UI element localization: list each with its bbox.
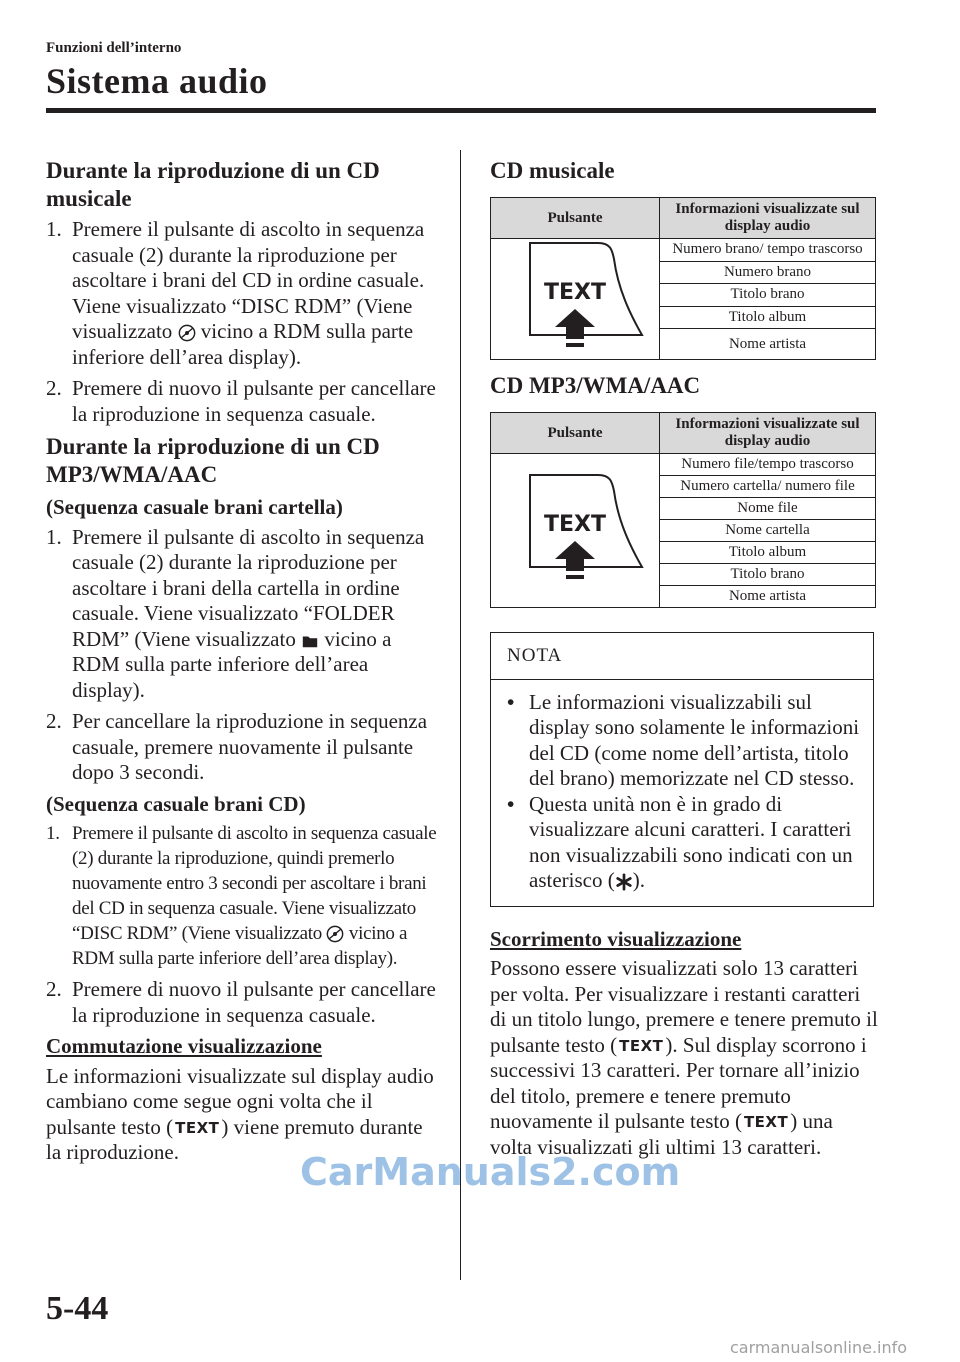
paragraph-scroll: Possono essere visualizzati solo 13 caratteri per volta. Per visualizzare i restanti caratteri di un titolo lungo, premere e tenere premuto il pulsante testo ( TEXT). Sul display scorrono i successivi 13 caratteri. Per tornare all’inizio del titolo, premere e tenere premuto nuovamente il pulsante testo ( TEXT) una volta visualizzati gli ultimi 13 caratteri.: [490, 956, 878, 1159]
list-item: [46, 376, 441, 427]
table-cell: Numero file/tempo trascorso: [660, 454, 876, 476]
note-item: [507, 690, 861, 792]
page-number: 5-44: [46, 1290, 109, 1327]
table-cell: Numero brano: [660, 261, 876, 284]
heading-mp3-table: CD MP3/WMA/AAC: [490, 373, 701, 398]
text-key-icon: TEXT: [619, 1036, 664, 1055]
disc-random-icon: [178, 324, 196, 342]
list-item: [46, 217, 441, 370]
table-cell: Nome cartella: [660, 520, 876, 542]
text-key-icon: TEXT: [175, 1118, 220, 1137]
step-number: 2.: [46, 376, 62, 400]
list-item: [46, 709, 441, 786]
step-number: 1.: [46, 217, 62, 241]
mp3-info-table: [490, 412, 876, 608]
page-title: Sistema audio: [46, 61, 268, 101]
table-cell: Titolo brano: [660, 564, 876, 586]
step-text: Premere il pulsante di ascolto in sequenza casuale (2) durante la riproduzione, quindi premerlo nuovamente entro 3 secondi per ascoltare i brani del CD in sequenza casuale. Viene visualizzato “DISC RDM” (Viene visualizzato vicino a RDM sulla parte inferiore dell’area display).: [72, 823, 437, 969]
column-header-info: Informazioni visualizzate sul display audio: [660, 413, 876, 454]
step-text: Per cancellare la riproduzione in sequenza casuale, premere nuovamente il pulsante dopo 3 secondi.: [72, 709, 428, 784]
table-header-row: [491, 413, 876, 454]
text-button-illustration: [491, 239, 660, 360]
step-text: Premere il pulsante di ascolto in sequenza casuale (2) durante la riproduzione per ascoltare i brani del CD in ordine casuale. Viene visualizzato “DISC RDM” (Viene visualizzato vicino a RDM sulla parte inferiore dell’area display).: [72, 217, 425, 369]
column-header-info: Informazioni visualizzate sul display audio: [660, 198, 876, 239]
heading-display-switch: Commutazione visualizzazione: [46, 1034, 322, 1058]
step-text: Premere il pulsante di ascolto in sequenza casuale (2) durante la riproduzione per ascoltare i brani della cartella in ordine casuale. Viene visualizzato “FOLDER RDM” (Viene visualizzato vicino a RDM sulla parte inferiore dell’area display).: [72, 524, 425, 702]
text-button-press-icon: [500, 471, 650, 591]
table-row: [491, 454, 876, 476]
list-item: [46, 977, 441, 1028]
column-header-button: Pulsante: [491, 198, 660, 239]
table-cell: Nome artista: [660, 329, 876, 360]
watermark: CarManuals2.com: [300, 1150, 681, 1194]
svg-text:TEXT: TEXT: [544, 280, 607, 305]
list-item: [46, 525, 441, 704]
heading-scroll: Scorrimento visualizzazione: [490, 926, 742, 951]
table-cell: Numero brano/ tempo trascorso: [660, 239, 876, 262]
table-cell: Titolo album: [660, 306, 876, 329]
note-item: [507, 792, 861, 894]
footer-watermark: carmanualsonline.info: [730, 1338, 908, 1357]
left-column: [46, 153, 441, 1172]
list-item: [46, 821, 441, 971]
note-text: Le informazioni visualizzabili sul display sono solamente le informazioni del CD (come nome dell’artista, titolo del brano) memorizzate nel CD stesso.: [529, 689, 860, 790]
disc-random-icon: [326, 925, 344, 943]
bullet-icon: •: [507, 689, 515, 714]
text-button-illustration: [491, 454, 660, 608]
step-number: 1.: [46, 524, 62, 549]
title-rule: [46, 108, 876, 113]
column-header-button: Pulsante: [491, 413, 660, 454]
step-number: 1.: [46, 823, 60, 844]
table-cell: Titolo album: [660, 542, 876, 564]
section-label: Funzioni dell’interno: [46, 40, 182, 56]
paragraph-display-switch: Le informazioni visualizzate sul display audio cambiano come segue ogni volta che il pulsante testo ( TEXT) viene premuto durante la riproduzione.: [46, 1063, 434, 1164]
subheading-folder-random: (Sequenza casuale brani cartella): [46, 495, 343, 519]
note-box: [490, 632, 874, 907]
table-cell: Titolo brano: [660, 284, 876, 307]
table-cell: Nome artista: [660, 586, 876, 608]
cd-info-table: [490, 197, 876, 360]
note-text: Questa unità non è in grado di visualizzare alcuni caratteri. I caratteri non visualizzabili sono indicati con un asterisco ( ).: [529, 791, 853, 892]
table-row: [491, 239, 876, 262]
svg-text:TEXT: TEXT: [544, 511, 607, 537]
note-title: NOTA: [491, 633, 873, 680]
text-button-press-icon: [500, 239, 650, 359]
step-number: 2.: [46, 977, 62, 1001]
table-cell: Numero cartella/ numero file: [660, 476, 876, 498]
right-column: [490, 153, 880, 1166]
step-text: Premere di nuovo il pulsante per cancellare la riproduzione in sequenza casuale.: [72, 977, 436, 1027]
table-cell: Nome file: [660, 498, 876, 520]
heading-cd-musicale-playback: Durante la riproduzione di un CD musicale: [46, 158, 380, 211]
table-header-row: [491, 198, 876, 239]
heading-cd-table: CD musicale: [490, 158, 615, 183]
text-key-icon: TEXT: [743, 1113, 789, 1131]
step-number: 2.: [46, 709, 62, 733]
note-body: [491, 680, 873, 906]
step-text: Premere di nuovo il pulsante per cancellare la riproduzione in sequenza casuale.: [72, 376, 436, 426]
column-divider: [460, 150, 461, 1280]
bullet-icon: •: [507, 791, 515, 816]
subheading-cd-random: (Sequenza casuale brani CD): [46, 791, 306, 816]
folder-icon: [301, 632, 319, 650]
heading-mp3-playback: Durante la riproduzione di un CD MP3/WMA/AAC: [46, 434, 380, 487]
asterisk-icon: [615, 873, 633, 891]
